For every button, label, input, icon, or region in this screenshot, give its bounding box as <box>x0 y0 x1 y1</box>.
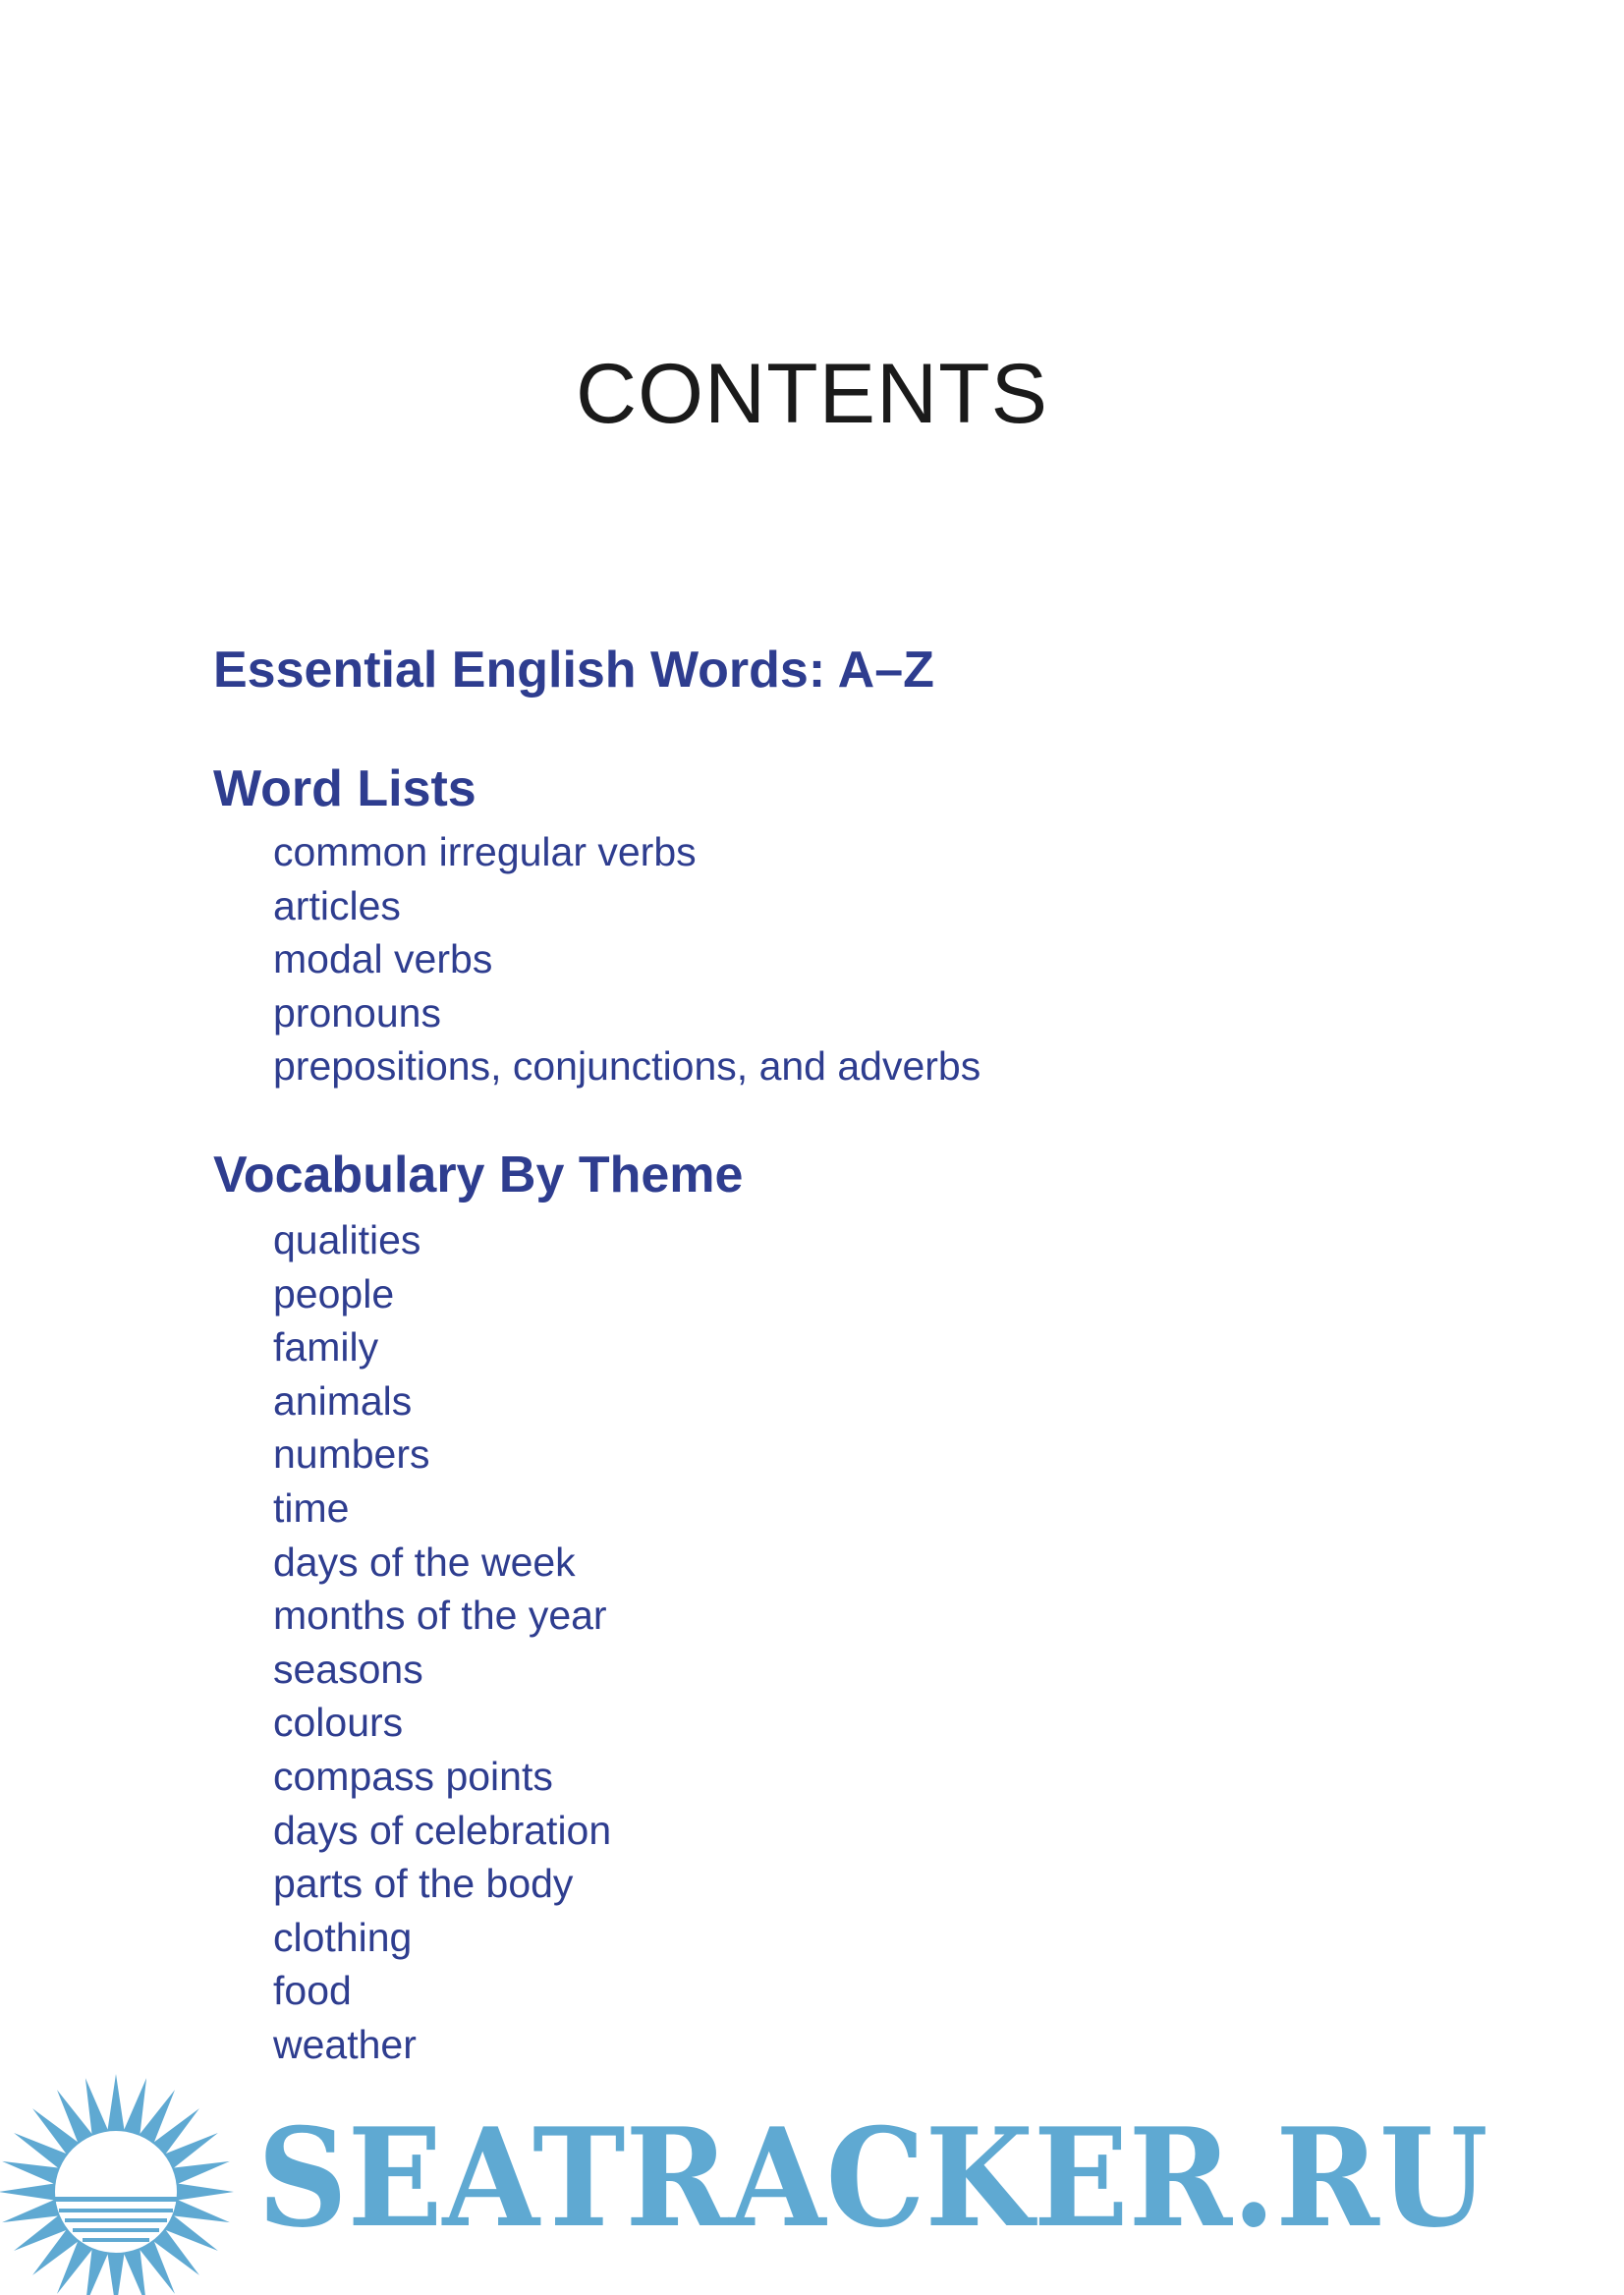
toc-item-months-of-the-year[interactable]: months of the year <box>273 1593 607 1639</box>
toc-item-pronouns[interactable]: pronouns <box>273 989 441 1036</box>
toc-item-days-of-celebration[interactable]: days of celebration <box>273 1807 612 1853</box>
toc-item-people[interactable]: people <box>273 1270 395 1316</box>
toc-heading-essential-words[interactable]: Essential English Words: A–Z <box>213 642 934 699</box>
toc-item-clothing[interactable]: clothing <box>273 1914 413 1960</box>
toc-item-colours[interactable]: colours <box>273 1700 404 1746</box>
toc-item-animals[interactable]: animals <box>273 1377 413 1424</box>
toc-item-compass-points[interactable]: compass points <box>273 1753 553 1799</box>
toc-item-numbers[interactable]: numbers <box>273 1431 430 1478</box>
toc-item-days-of-the-week[interactable]: days of the week <box>273 1539 576 1585</box>
toc-item-common-irregular-verbs[interactable]: common irregular verbs <box>273 829 697 874</box>
toc-heading-word-lists[interactable]: Word Lists <box>213 760 476 817</box>
toc-item-food[interactable]: food <box>273 1968 352 2014</box>
page-title: CONTENTS <box>576 347 1048 441</box>
watermark-text: SEATRACKER.RU <box>257 2098 1488 2258</box>
toc-item-qualities[interactable]: qualities <box>273 1217 421 1262</box>
toc-item-articles[interactable]: articles <box>273 882 401 928</box>
toc-item-weather[interactable]: weather <box>273 2021 417 2067</box>
toc-item-parts-of-the-body[interactable]: parts of the body <box>273 1861 574 1907</box>
toc-item-modal-verbs[interactable]: modal verbs <box>273 936 493 982</box>
toc-item-family[interactable]: family <box>273 1324 379 1371</box>
toc-item-time[interactable]: time <box>273 1484 350 1531</box>
word-lists-list <box>273 825 980 1093</box>
vocabulary-list <box>273 1213 611 2072</box>
toc-item-seasons[interactable]: seasons <box>273 1646 423 1692</box>
toc-heading-vocabulary-by-theme[interactable]: Vocabulary By Theme <box>213 1147 744 1203</box>
toc-item-prepositions[interactable]: prepositions, conjunctions, and adverbs <box>273 1043 981 1090</box>
